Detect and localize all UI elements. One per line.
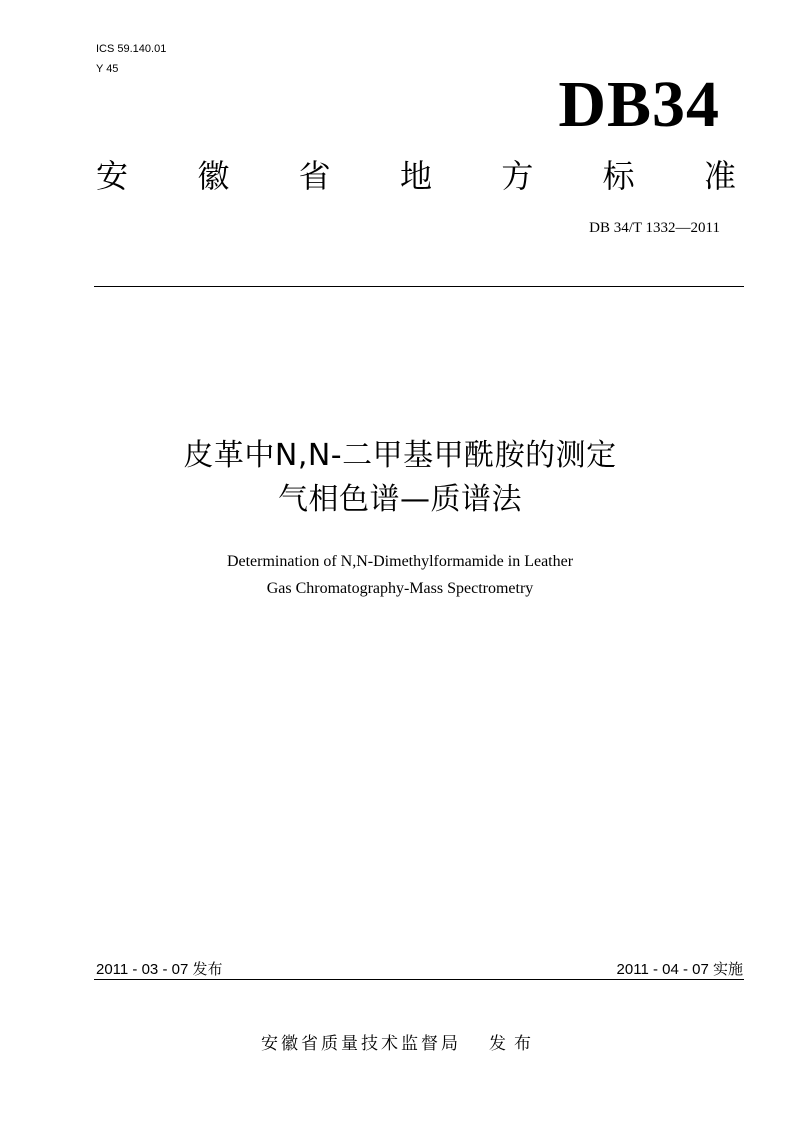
standard-type-char: 地 [399,157,432,195]
ics-code: ICS 59.140.01 [96,43,167,55]
standard-type-heading [96,156,736,196]
standard-type-char: 标 [602,157,635,195]
title-chinese-line-1: 皮革中N,N-二甲基甲酰胺的测定 [183,438,617,473]
top-divider [94,286,744,287]
bottom-divider [94,979,744,980]
publisher-line [0,1032,800,1056]
publisher-name: 安徽省质量技术监督局 [261,1034,461,1054]
title-english-line-2: Gas Chromatography-Mass Spectrometry [266,580,534,597]
publish-label: 发布 [489,1034,539,1054]
title-chinese-line-2: 气相色谱—质谱法 [278,482,522,517]
standard-type-char: 安 [96,157,129,195]
implement-date: 2011 - 04 - 07 实施 [616,961,743,978]
standard-type-char: 徽 [197,157,230,195]
issue-date: 2011 - 03 - 07 发布 [96,961,223,978]
standard-type-char: 方 [501,157,534,195]
standard-type-char: 准 [703,157,736,195]
standard-type-char: 省 [298,157,331,195]
standard-code-logo: DB34 [558,68,720,141]
standard-number: DB 34/T 1332—2011 [589,220,720,236]
ccs-code: Y 45 [96,63,119,75]
title-english-line-1: Determination of N,N-Dimethylformamide in Leather [226,553,574,570]
